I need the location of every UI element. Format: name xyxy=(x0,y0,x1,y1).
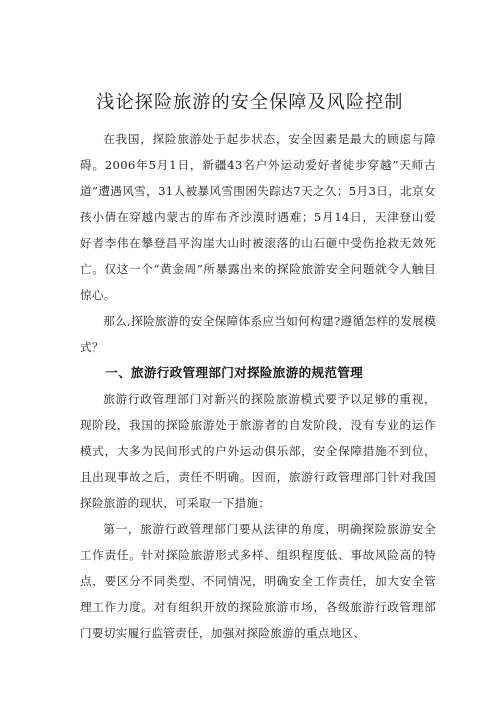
paragraph-question: 那么,探险旅游的安全保障体系应当如何构建?遵循怎样的发展模式？ xyxy=(80,314,436,354)
paragraph-section1-intro: 旅游行政管理部门对新兴的探险旅游模式要予以足够的重视，现阶段，我国的探险旅游处于旅游者的自发阶段，没有专业的运作模式，大多为民间形式的户外运动俱乐部，安全保障措施不到位，且出现事故之后，责任不明确。因而，旅游行政管理部门针对我国探险旅游的现状，可采取一下措施： xyxy=(80,392,436,510)
document-title: 浅论探险旅游的安全保障及风险控制 xyxy=(96,92,404,113)
paragraph-section1-first: 第一，旅游行政管理部门要从法律的角度，明确探险旅游安全工作责任。针对探险旅游形式多样、组织程度低、事故风险高的特点，要区分不同类型、不同情况，明确安全工作责任，加大安全管理工作力度。对有组织开放的探险旅游市场，各级旅游行政管理部门要切实履行监管责任，加强对探险旅游的重点地区、 xyxy=(80,522,436,640)
section-heading-1: 一、旅游行政管理部门对探险旅游的规范管理 xyxy=(105,365,364,380)
document-body xyxy=(80,126,436,646)
paragraph-intro: 在我国，探险旅游处于起步状态，安全因素是最大的顾虑与障碍。2006年5月1日，新疆43名户外运动爱好者徒步穿越”天师古道”遭遇风雪，31人被暴风雪围困失踪达7天之久；5月3日，北京女孩小倩在穿越内蒙古的库布齐沙漠时遇难；5月14日，天津登山爱好者李伟在攀登昌平沟崖大山时被滚落的山石砸中受伤抢救无效死亡。仅这一个“黄金周”所暴露出来的探险旅游安全问题就令人触目惊心。 xyxy=(80,132,436,302)
